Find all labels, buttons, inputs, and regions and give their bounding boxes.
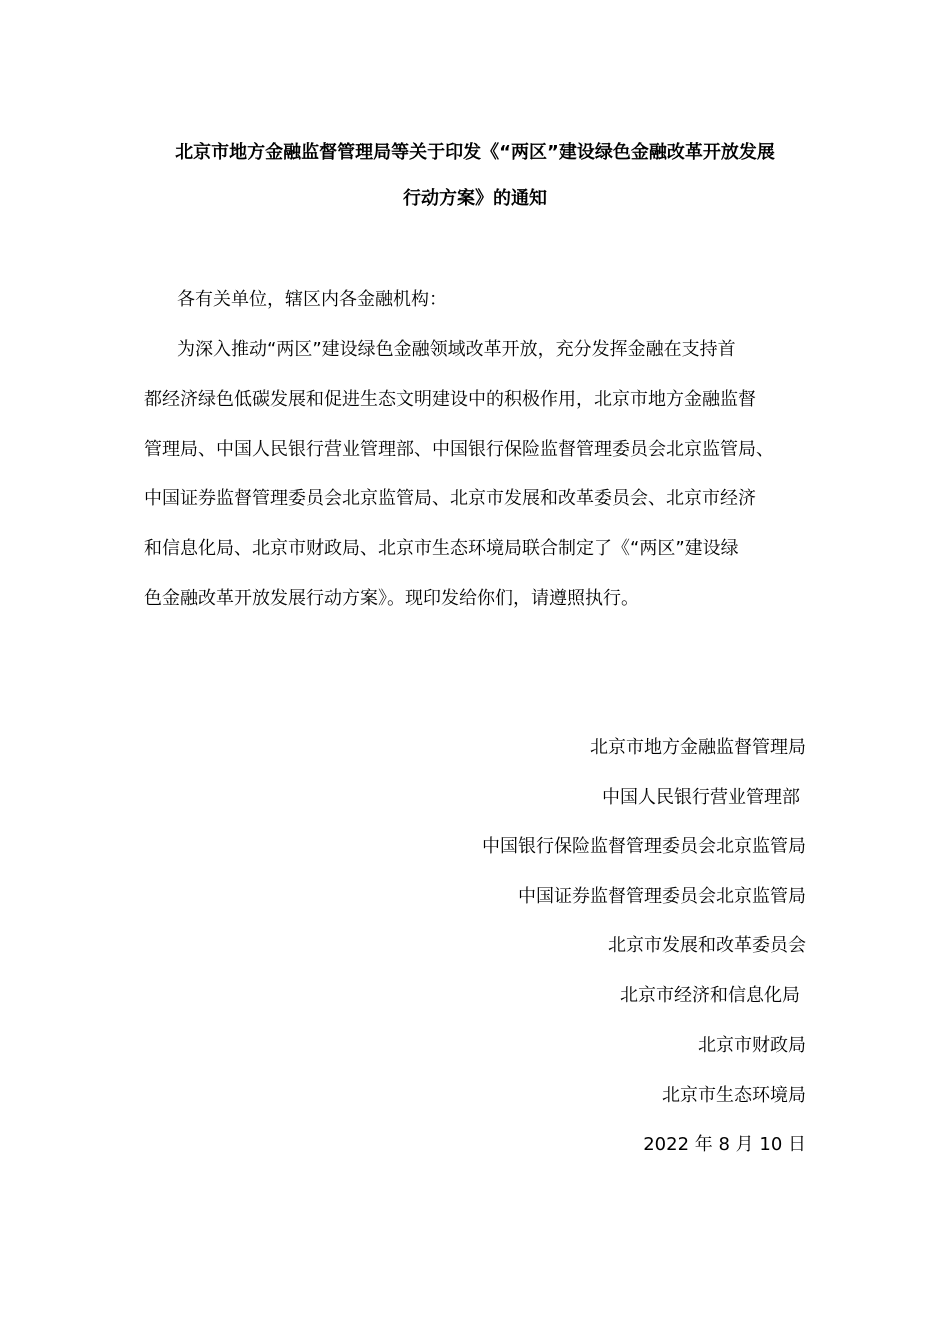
body-paragraph-line: 中国证券监督管理委员会北京监管局、北京市发展和改革委员会、北京市经济 [144,488,756,509]
signature-issuer: 北京市地方金融监督管理局 [590,737,806,758]
signature-issuer: 北京市发展和改革委员会 [608,935,806,956]
body-paragraph-line: 为深入推动“两区”建设绿色金融领域改革开放，充分发挥金融在支持首 [177,339,736,360]
document-title-line-2: 行动方案》的通知 [403,188,547,209]
body-paragraph-line: 色金融改革开放发展行动方案》。现印发给你们，请遵照执行。 [144,588,639,609]
body-paragraph-line: 和信息化局、北京市财政局、北京市生态环境局联合制定了《“两区”建设绿 [144,538,739,559]
signature-issuer: 中国银行保险监督管理委员会北京监管局 [482,836,806,857]
document-date: 2022 年 8 月 10 日 [643,1134,806,1155]
salutation: 各有关单位，辖区内各金融机构： [177,289,447,310]
body-paragraph-line: 管理局、中国人民银行营业管理部、中国银行保险监督管理委员会北京监管局、 [144,439,774,460]
signature-issuer: 中国证券监督管理委员会北京监管局 [518,886,806,907]
document-title-line-1: 北京市地方金融监督管理局等关于印发《“两区”建设绿色金融改革开放发展 [175,142,775,163]
signature-issuer: 北京市经济和信息化局 [620,985,800,1006]
signature-issuer: 中国人民银行营业管理部 [602,787,800,808]
body-paragraph-line: 都经济绿色低碳发展和促进生态文明建设中的积极作用，北京市地方金融监督 [144,389,756,410]
signature-issuer: 北京市生态环境局 [662,1085,806,1106]
signature-issuer: 北京市财政局 [698,1035,806,1056]
